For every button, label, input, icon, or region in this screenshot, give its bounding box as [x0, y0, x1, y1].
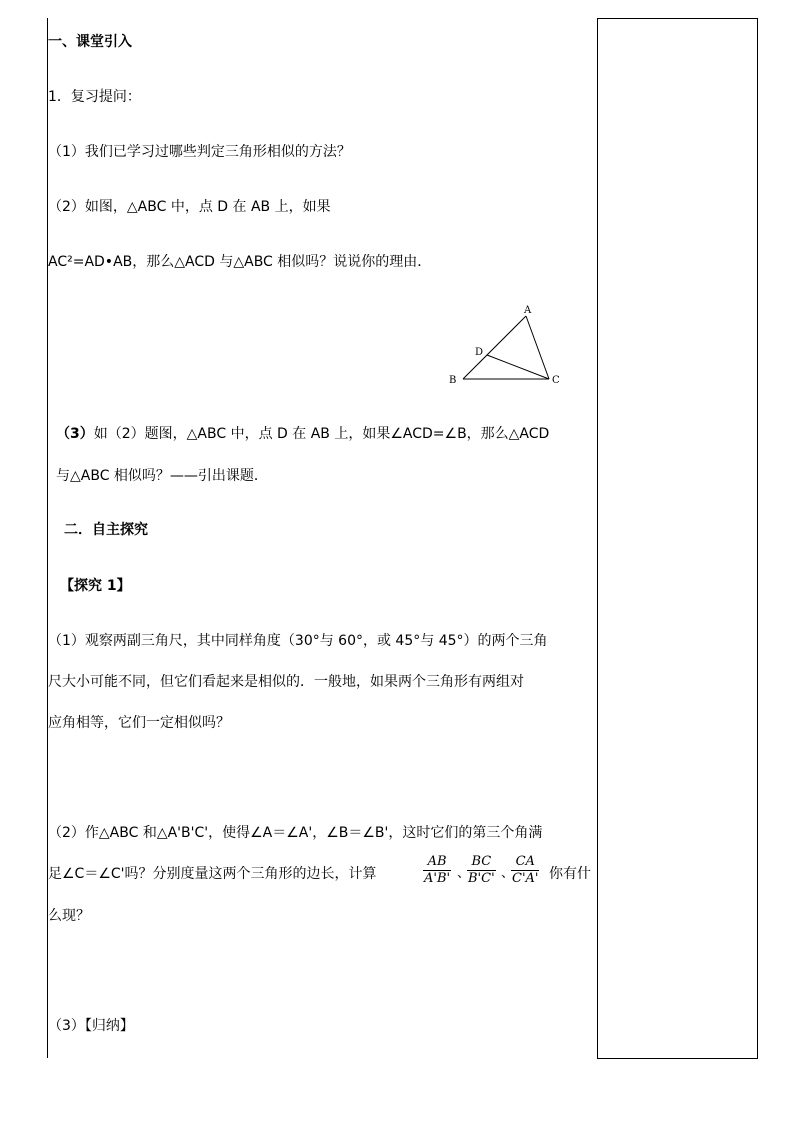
question-3-line-2: 与△ABC 相似吗？——引出课题．: [56, 468, 268, 484]
summary-heading: （3）【归纳】: [48, 1018, 134, 1034]
table-column-divider: [597, 18, 598, 1059]
question-1: （1）我们已学习过哪些判定三角形相似的方法？: [48, 144, 351, 160]
paragraph-1-line-3: 应角相等，它们一定相似吗？: [48, 715, 230, 731]
fraction-ca-numerator: CA: [511, 854, 539, 871]
fraction-ca: [511, 854, 539, 887]
question-3-text: 如（2）题图，△ABC 中，点 D 在 AB 上，如果∠ACD=∠B，那么△ACD: [93, 426, 550, 442]
review-title: 1．复习提问：: [48, 89, 141, 105]
label-a: A: [524, 305, 532, 316]
question-3-line-1: [56, 424, 549, 444]
table-bottom-border-right-cell: [597, 1058, 758, 1059]
section-heading-explore: 二．自主探究: [64, 522, 148, 538]
label-b: B: [449, 375, 457, 386]
paragraph-2-line-3: 么现？: [48, 908, 90, 924]
table-left-border: [47, 18, 48, 1058]
paragraph-1-line-1: （1）观察两副三角尺，其中同样角度（30°与 60°，或 45°与 45°）的两个三角: [48, 633, 548, 649]
fraction-bc: [467, 854, 496, 887]
table-top-border-right-cell: [597, 18, 758, 19]
paragraph-2-line-2-start: 足∠C＝∠C'吗？分别度量这两个三角形的边长，计算: [48, 866, 377, 882]
fraction-ab: [423, 854, 451, 887]
paragraph-1-line-2: 尺大小可能不同，但它们看起来是相似的．一般地，如果两个三角形有两组对: [48, 674, 524, 690]
fraction-ab-denominator: A'B': [424, 871, 451, 886]
fraction-ca-denominator: C'A': [512, 871, 539, 886]
explore-1-title: 【探究 1】: [60, 578, 131, 594]
section-heading-intro: 一、课堂引入: [48, 34, 132, 50]
fraction-separator-2: 、: [501, 866, 515, 881]
side-ac: [526, 316, 549, 379]
question-3-number: （3）: [56, 426, 94, 442]
fraction-bc-numerator: BC: [467, 854, 496, 871]
paragraph-2-line-1: （2）作△ABC 和△A'B'C'，使得∠A＝∠A'，∠B＝∠B'，这时它们的第三个角满: [48, 825, 543, 841]
label-d: D: [475, 347, 484, 358]
table-right-border: [757, 18, 758, 1059]
side-ab: [463, 316, 526, 379]
question-2-line-2: AC²=AD•AB，那么△ACD 与△ABC 相似吗？说说你的理由．: [48, 254, 432, 270]
question-2-line-1: （2）如图，△ABC 中，点 D 在 AB 上，如果: [48, 199, 331, 215]
fraction-ab-numerator: AB: [423, 854, 451, 871]
triangle-figure: [444, 300, 574, 390]
fraction-separator-1: 、: [457, 866, 471, 881]
segment-cd: [487, 355, 549, 379]
paragraph-2-line-2-end: 你有什: [549, 866, 591, 882]
fraction-bc-denominator: B'C': [468, 871, 495, 886]
label-c: C: [552, 375, 560, 386]
